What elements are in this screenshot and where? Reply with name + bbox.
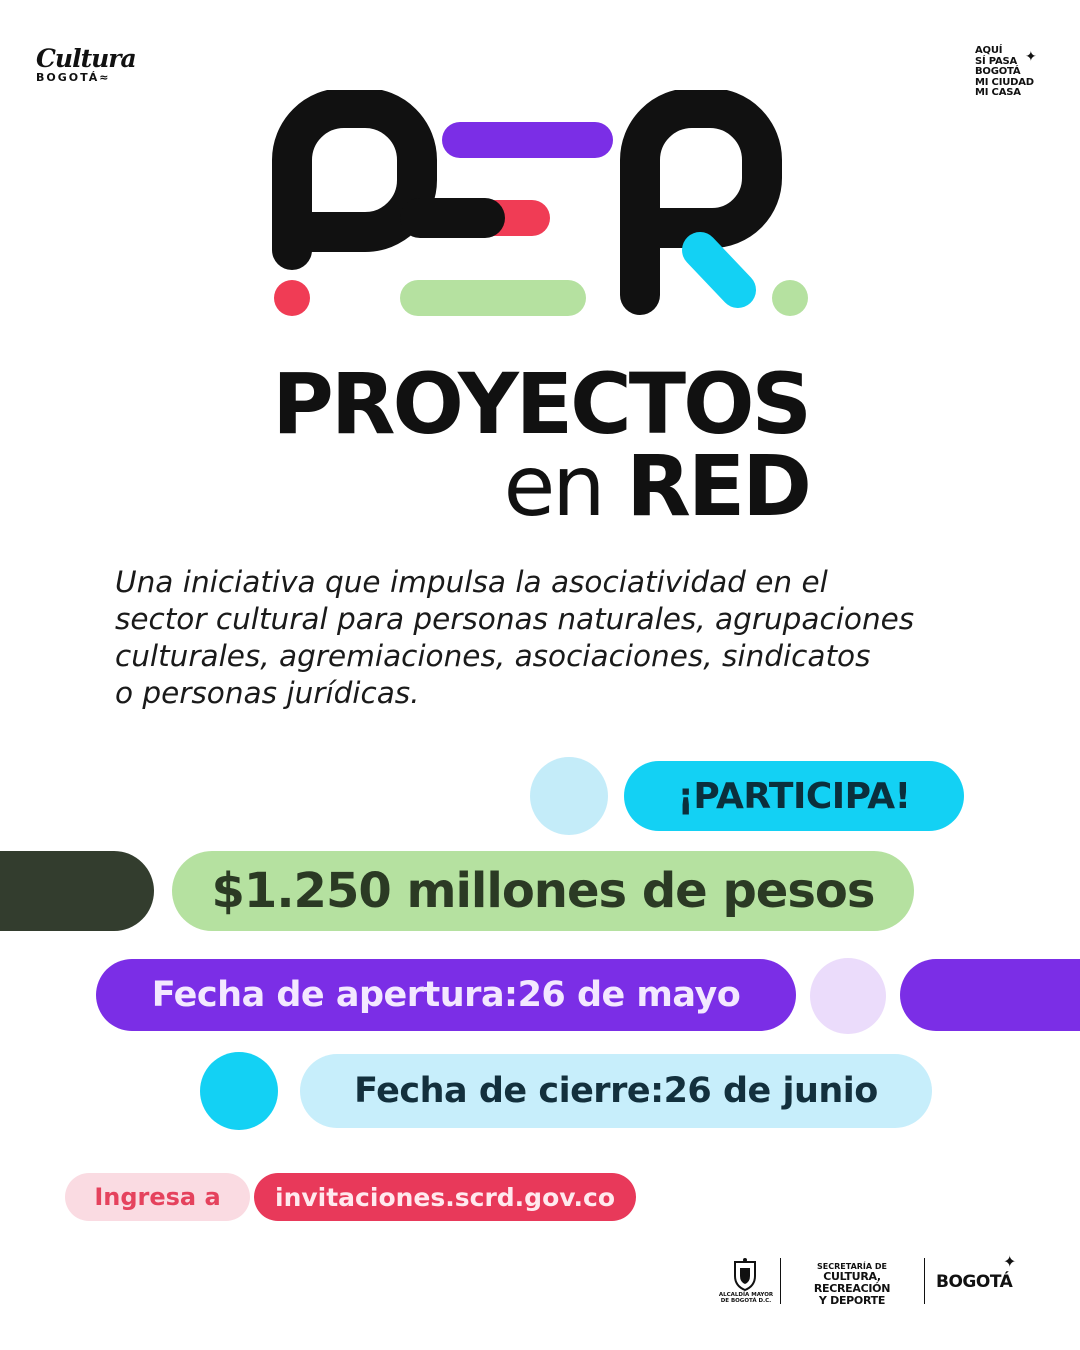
- participa-pill: ¡PARTICIPA!: [624, 761, 964, 831]
- ingresa-label-pill: Ingresa a: [65, 1173, 250, 1221]
- cierre-label: Fecha de cierre:: [354, 1071, 664, 1111]
- star-icon: ✦: [1025, 49, 1037, 65]
- per-r-leg: [700, 250, 738, 290]
- title-red: RED: [626, 437, 809, 535]
- cierre-pill: [300, 1054, 932, 1128]
- per-red-dot: [274, 280, 310, 316]
- coat-of-arms-icon: [732, 1258, 758, 1292]
- alcaldia-line-2: DE BOGOTÁ D.C.: [720, 1298, 772, 1304]
- apertura-label: Fecha de apertura:: [151, 975, 518, 1015]
- decorative-bar-dark: [0, 851, 154, 931]
- apertura-pill: [96, 959, 796, 1031]
- title-en-red: [200, 437, 809, 535]
- description-line-1: Una iniciativa que impulsa la asociatividad en el: [115, 565, 828, 599]
- alcaldia-line-1: ALCALDÍA MAYOR: [718, 1292, 774, 1298]
- amount-pill: $1.250 millones de pesos: [172, 851, 914, 931]
- secretaria-line-3: Y DEPORTE: [818, 1294, 886, 1307]
- url-link-pill[interactable]: invitaciones.scrd.gov.co: [254, 1173, 636, 1221]
- per-logo-graphic: [270, 90, 815, 325]
- title-proyectos: PROYECTOS: [272, 355, 809, 453]
- per-green-dot: [772, 280, 808, 316]
- slogan-logo: [975, 46, 1055, 99]
- footer-divider-2: [924, 1258, 925, 1304]
- bogota-logo: BOGOTÁ: [936, 1272, 1013, 1292]
- description-line-3: culturales, agremiaciones, asociaciones, sindicatos: [115, 639, 871, 673]
- footer-logos: [718, 1250, 1048, 1310]
- apertura-date: 26 de mayo: [517, 975, 741, 1015]
- secretaria-text: [792, 1262, 912, 1307]
- star-icon: ✦: [1003, 1252, 1017, 1271]
- footer-divider-1: [780, 1258, 781, 1304]
- cierre-date: 26 de junio: [663, 1071, 878, 1111]
- title-en: en: [503, 437, 603, 535]
- secretaria-line-1: SECRETARÍA DE: [817, 1262, 887, 1271]
- decorative-dot-cyan: [200, 1052, 278, 1130]
- cultura-bogota-logo: [36, 46, 136, 84]
- decorative-dot-light-cyan: [530, 757, 608, 835]
- decorative-bar-purple: [900, 959, 1080, 1031]
- per-p-shape: [292, 108, 417, 250]
- slogan-line-4: MI CIUDAD: [975, 76, 1034, 88]
- slogan-line-3: BOGOTÁ: [975, 66, 1021, 77]
- description-line-2: sector cultural para personas naturales, agrupaciones: [115, 602, 915, 636]
- description-line-4: o personas jurídicas.: [115, 676, 420, 710]
- alcaldia-text: [718, 1292, 774, 1304]
- description: [115, 564, 995, 712]
- slogan-line-5: MI CASA: [975, 87, 1021, 98]
- slogan-line-1: AQUÍ: [975, 45, 1003, 56]
- bogota-subword: BOGOTÁ≈: [36, 71, 111, 84]
- decorative-dot-lavender: [810, 958, 886, 1034]
- slogan-line-2: SÍ PASA: [975, 55, 1018, 67]
- cultura-word: Cultura: [36, 44, 136, 73]
- secretaria-line-2: CULTURA, RECREACIÓN: [813, 1270, 891, 1295]
